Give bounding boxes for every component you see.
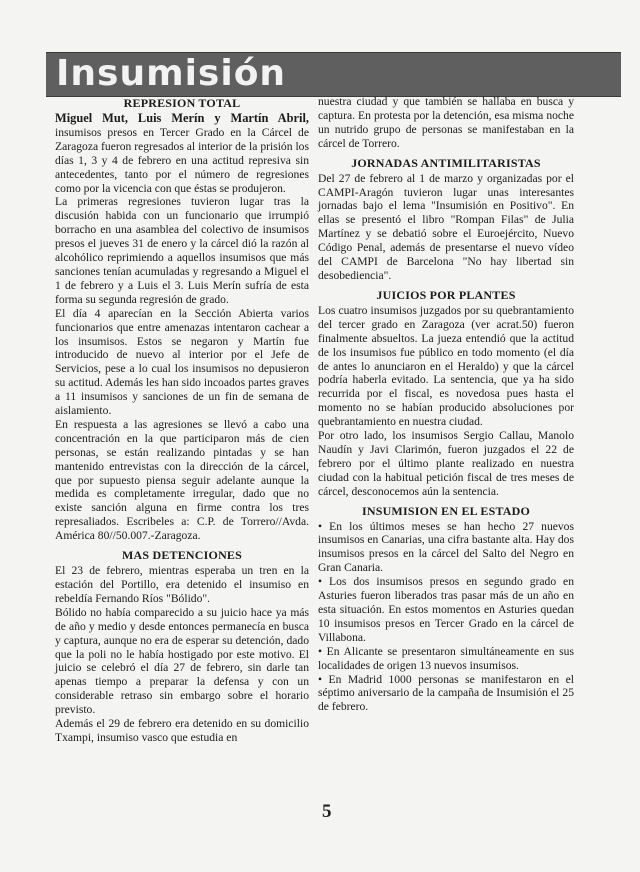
- article-paragraph: [55, 112, 309, 195]
- bullet-item: • Los dos insumisos presos en segundo grado en Asturies fueron liberados tras pasar más de un año en esta situación. En estos momentos en Asturies quedan 10 insumisos presos en Tercer Grado en la cárcel de Villabona.: [318, 575, 574, 644]
- article-text: insumisos presos en Tercer Grado en la Cárcel de Zaragoza fueron regresados al interior de la prisión los días 1, 3 y 4 de febrero en una actitud represiva sin antecedentes, tanto por el número de regresiones como por la vicencia con que éstas se produjeron.: [55, 125, 309, 195]
- page-title: Insumisión: [56, 53, 287, 94]
- article-paragraph: Bólido no había comparecido a su juicio hace ya más de año y medio y desde entonces permanecía en busca y captura, aunque no era de esperar su detención, dado que la poli no le había hostigado por este motivo. El juicio se celebró el día 27 de febrero, sin darle tan apenas tiempo a preparar la defensa y con un considerable retraso sin embargo sobre el horario previsto.: [55, 605, 309, 717]
- section-banner: [46, 52, 621, 97]
- section-heading-juicios-por-plantes: JUICIOS POR PLANTES: [376, 287, 516, 302]
- bullet-item: • En los últimos meses se han hecho 27 nuevos insumisos en Canarias, una cifra bastante alta. Hay dos insumisos presos en la cárcel del Salto del Negro en Gran Canaria.: [318, 519, 574, 575]
- section-heading-represion-total: REPRESION TOTAL: [123, 96, 241, 110]
- section-heading-insumision-en-el-estado: INSUMISION EN EL ESTADO: [361, 503, 531, 518]
- bullet-item: • En Alicante se presentaron simultáneamente en sus localidades de origen 13 nuevos insumisos.: [318, 644, 574, 672]
- article-paragraph: Por otro lado, los insumisos Sergio Callau, Manolo Naudín y Javi Clarimón, fueron juzgados el 22 de febrero por el último plante realizado en nuestra ciudad con la habitual petición fiscal de tres meses de cárcel, desconocemos aún la sentencia.: [318, 429, 574, 498]
- article-paragraph: El 23 de febrero, mientras esperaba un tren en la estación del Portillo, era detenido el insumiso en rebeldía Fernando Ríos "Bólido".: [55, 564, 309, 605]
- article-paragraph: Del 27 de febrero al 1 de marzo y organizadas por el CAMPI-Aragón tuvieron lugar unas interesantes jornadas bajo el lema "Insumisión en Positivo". En ellas se presentó el libro "Rompan Filas" de Julia Martínez y se debatió sobre el Euroejército, Nuevo Código Penal, además de presentarse el nuevo vídeo del CAMPI de Barcelona "No hay libertad sin desobediencia".: [318, 171, 574, 282]
- lead-names: Miguel Mut, Luis Merín y Martín Abril,: [55, 111, 309, 125]
- article-paragraph: En respuesta a las agresiones se llevó a cabo una concentración en la que participaron más de cien personas, se están realizando pintadas y se han mantenido entrevistas con la dirección de la cárcel, que por supuesto piensa seguir adelante aunque la medida es completamente irregular, dado que no existe sanción alguna en firme contra los tres represaliados. Escribeles a: C.P. de Torrero//Avda. América 80//50.007.-Zaragoza.: [55, 417, 309, 543]
- article-paragraph: Los cuatro insumisos juzgados por su quebrantamiento del tercer grado en Zaragoza (ver acrat.50) fueron finalmente absueltos. La jueza entendió que la actitud de los insumisos fue público en todo momento (el día de antes lo anunciaron en el Heraldo) y que la cárcel podría haberla evitado. La sentencia, que ya ha sido recurrida por el fiscal, es novedosa pues hasta el momento no se habían producido absoluciones por quebrantamiento en nuestra ciudad.: [318, 303, 574, 429]
- left-column: [55, 96, 309, 745]
- article-paragraph: El día 4 aparecían en la Sección Abierta varios funcionarios que entre amenazas intentaron cachear a los insumisos. Estos se negaron y Martín fue introducido de nuevo al interior por el Jefe de Servicios, pese a lo cual los insumisos no depusieron su actitud. Además les han sido incoados partes graves a 11 insumisos y sanciones de un fin de semana de aislamiento.: [55, 306, 309, 418]
- article-paragraph: La primeras regresiones tuvieron lugar tras la discusión habida con un funcionario que irrumpió borracho en una asamblea del colectivo de insumisos presos el jueves 31 de enero y la cárcel dió la razón al alcohólico reprimiendo a aquellos insumisos que más sanciones tenían acumuladas y regresando a Miguel el 1 de febrero y a Luis el 3. Luis Merín sufría de esta forma su segunda regresión de grado.: [55, 195, 309, 306]
- bullet-item: • En Madrid 1000 personas se manifestaron en el séptimo aniversario de la campaña de Insumisión el 25 de febrero.: [318, 672, 574, 714]
- page-number: 5: [322, 801, 332, 822]
- article-paragraph: nuestra ciudad y que también se hallaba en busca y captura. En protesta por la detención, esa misma noche un nutrido grupo de personas se manifestaban en la cárcel de Torrero.: [318, 95, 574, 150]
- section-heading-jornadas-antimilitaristas: JORNADAS ANTIMILITARISTAS: [351, 155, 541, 170]
- article-paragraph: Además el 29 de febrero era detenido en su domicilio Txampi, insumiso vasco que estudia en: [55, 717, 309, 744]
- right-column: [318, 95, 574, 714]
- section-heading-mas-detenciones: MAS DETENCIONES: [121, 548, 243, 563]
